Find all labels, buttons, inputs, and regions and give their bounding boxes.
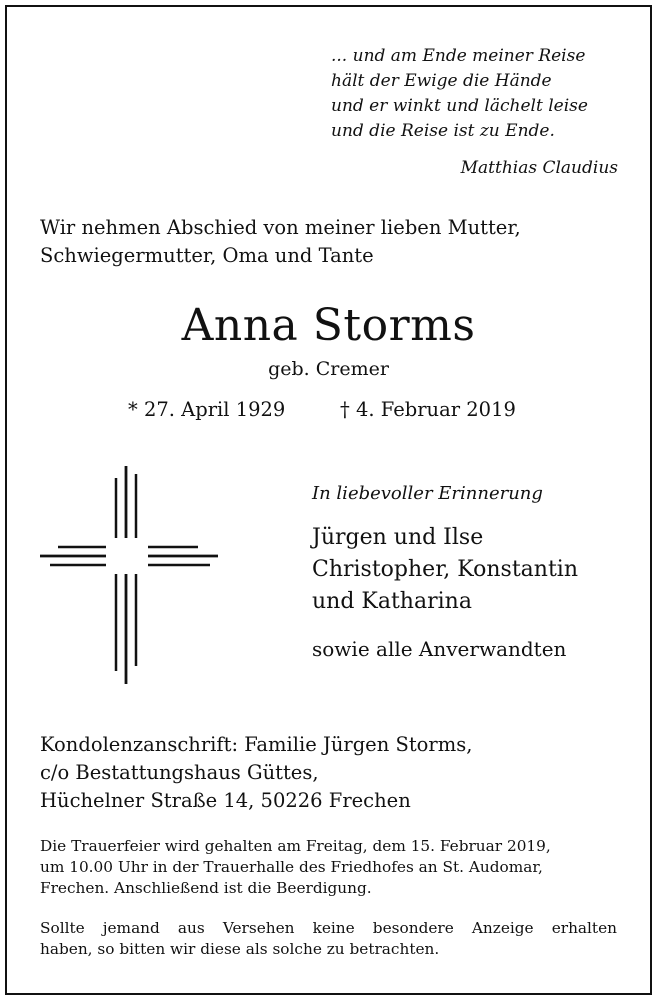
birth-date: * 27. April 1929 bbox=[128, 398, 286, 421]
notice-line: haben, so bitten wir diese als solche zu betrachten. bbox=[40, 940, 440, 958]
intro-line: Schwiegermutter, Oma und Tante bbox=[40, 244, 374, 267]
deceased-name: Anna Storms bbox=[181, 300, 476, 351]
address-line: Hüchelner Straße 14, 50226 Frechen bbox=[40, 789, 411, 812]
notice bbox=[40, 918, 617, 960]
death-date: † 4. Februar 2019 bbox=[340, 398, 516, 421]
intro-line: Wir nehmen Abschied von meiner lieben Mutter, bbox=[40, 216, 521, 239]
address-line: Kondolenzanschrift: Familie Jürgen Storms, bbox=[40, 733, 473, 756]
poem-author: Matthias Claudius bbox=[460, 158, 618, 178]
memory-line: In liebevoller Erinnerung bbox=[312, 483, 543, 504]
relatives-line: sowie alle Anverwandten bbox=[312, 637, 567, 661]
mourner-names bbox=[312, 522, 578, 618]
maiden-name: geb. Cremer bbox=[268, 358, 389, 380]
address-line: c/o Bestattungshaus Güttes, bbox=[40, 761, 319, 784]
poem-line: und die Reise ist zu Ende. bbox=[331, 121, 555, 141]
cross-icon bbox=[40, 466, 218, 684]
farewell-intro bbox=[40, 214, 521, 270]
funeral-service-info bbox=[40, 836, 617, 899]
poem-line: hält der Ewige die Hände bbox=[331, 71, 552, 91]
poem-line: ... und am Ende meiner Reise bbox=[331, 46, 586, 66]
mourner-line: Jürgen und Ilse bbox=[312, 525, 484, 550]
service-line: um 10.00 Uhr in der Trauerhalle des Friedhofes an St. Audomar, bbox=[40, 858, 543, 876]
service-line: Frechen. Anschließend ist die Beerdigung. bbox=[40, 879, 372, 897]
mourner-line: und Katharina bbox=[312, 589, 472, 614]
service-line: Die Trauerfeier wird gehalten am Freitag, dem 15. Februar 2019, bbox=[40, 837, 551, 855]
poem-line: und er winkt und lächelt leise bbox=[331, 96, 588, 116]
poem bbox=[331, 44, 588, 144]
notice-line: Sollte jemand aus Versehen keine besondere Anzeige erhalten bbox=[40, 919, 617, 937]
condolence-address bbox=[40, 731, 472, 815]
mourner-line: Christopher, Konstantin bbox=[312, 557, 579, 582]
